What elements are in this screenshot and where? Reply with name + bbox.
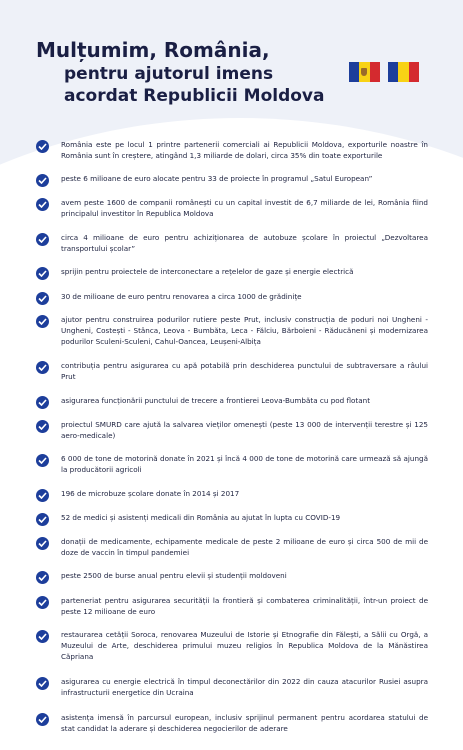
header — [0, 0, 463, 120]
check-icon — [36, 292, 49, 305]
check-icon — [36, 267, 49, 280]
list-item-text: asistența imensă în parcursul european, inclusiv sprijinul permanent pentru acordarea statului de stat candidat la aderare și deschiderea negocierilor de aderare — [61, 713, 428, 733]
title-line-1: Mulțumim, România, — [36, 38, 270, 62]
check-icon — [36, 537, 49, 550]
check-icon — [36, 454, 49, 467]
check-icon — [36, 396, 49, 409]
list-item-text: restaurarea cetății Soroca, renovarea Muzeului de Istorie și Etnografie din Fălești, a Sălii cu Orgă, a Muzeului de Arte, deschiderea primului muzeu religios în Republica Moldova de la Mănăstirea Căpriana — [61, 630, 428, 661]
list-item-text: ajutor pentru construirea podurilor rutiere peste Prut, inclusiv construcția de poduri noi Ungheni - Ungheni, Costești - Stânca, Leova - Bumbăta, Leca - Fălciu, Bărboieni - Răducăneni și modernizarea podurilor Sculeni-Sculeni, Cahul-Oancea, Leușeni-Albița — [61, 315, 428, 346]
list-item-text: sprijin pentru proiectele de interconectare a rețelelor de gaze și energie electrică — [61, 267, 354, 276]
title-line-3: acordat Republicii Moldova — [64, 86, 325, 106]
list-item-text: parteneriat pentru asigurarea securității la frontieră și combaterea criminalității, într-un proiect de peste 12 milioane de euro — [61, 596, 428, 616]
romania-flag-icon — [388, 62, 419, 82]
list-item-text: România este pe locul 1 printre partenerii comerciali ai Republicii Moldova, exporturile noastre în România sunt în creștere, atingând 1,3 miliarde de dolari, circa 35% din toate exporturile — [61, 140, 428, 160]
check-icon — [36, 630, 49, 643]
list-item-text: 6 000 de tone de motorină donate în 2021 și încă 4 000 de tone de motorină care urmează să ajungă la producătorii agricoli — [61, 454, 428, 474]
check-icon — [36, 489, 49, 502]
list-item-text: 52 de medici și asistenți medicali din România au ajutat în lupta cu COVID-19 — [61, 513, 341, 522]
list-item-text: 196 de microbuze școlare donate în 2014 și 2017 — [61, 489, 240, 498]
check-icon — [36, 140, 49, 153]
list-item-text: proiectul SMURD care ajută la salvarea vieților omenești (peste 13 000 de intervenții terestre și 125 aero-medicale) — [61, 420, 428, 440]
check-icon — [36, 233, 49, 246]
title-line-2: pentru ajutorul imens — [64, 64, 274, 84]
check-icon — [36, 198, 49, 211]
flags — [349, 62, 419, 82]
check-icon — [36, 571, 49, 584]
list-item-text: peste 2500 de burse anual pentru elevii și studenții moldoveni — [61, 571, 287, 580]
list-item-text: asigurarea funcționării punctului de trecere a frontierei Leova-Bumbăta cu pod flotant — [61, 396, 371, 405]
check-icon — [36, 596, 49, 609]
list-item-text: 30 de milioane de euro pentru renovarea a circa 1000 de grădinițe — [61, 292, 302, 301]
page-title — [36, 38, 325, 107]
list-item-text: circa 4 milioane de euro pentru achiziționarea de autobuze școlare în proiectul „Dezvoltarea transportului școlar” — [61, 233, 428, 253]
check-icon — [36, 174, 49, 187]
check-icon — [36, 420, 49, 433]
list-item-text: peste 6 milioane de euro alocate pentru 33 de proiecte în programul „Satul European” — [61, 174, 373, 183]
check-icon — [36, 361, 49, 374]
list-item-text: avem peste 1600 de companii românești cu un capital investit de 6,7 miliarde de lei, România fiind principalul investitor în Republica Moldova — [61, 198, 428, 218]
check-icon — [36, 513, 49, 526]
check-icon — [36, 315, 49, 328]
moldova-flag-icon — [349, 62, 380, 82]
list-item-text: donații de medicamente, echipamente medicale de peste 2 milioane de euro și circa 500 de mii de doze de vaccin în timpul pandemiei — [61, 537, 428, 557]
list-item-text: asigurarea cu energie electrică în timpul deconectărilor din 2022 din cauza atacurilor Rusiei asupra infrastructurii energetice din Ucraina — [61, 677, 428, 697]
list-item-text: contribuția pentru asigurarea cu apă potabilă prin deschiderea punctului de subtraversare a râului Prut — [61, 361, 428, 381]
check-icon — [36, 713, 49, 726]
check-icon — [36, 677, 49, 690]
